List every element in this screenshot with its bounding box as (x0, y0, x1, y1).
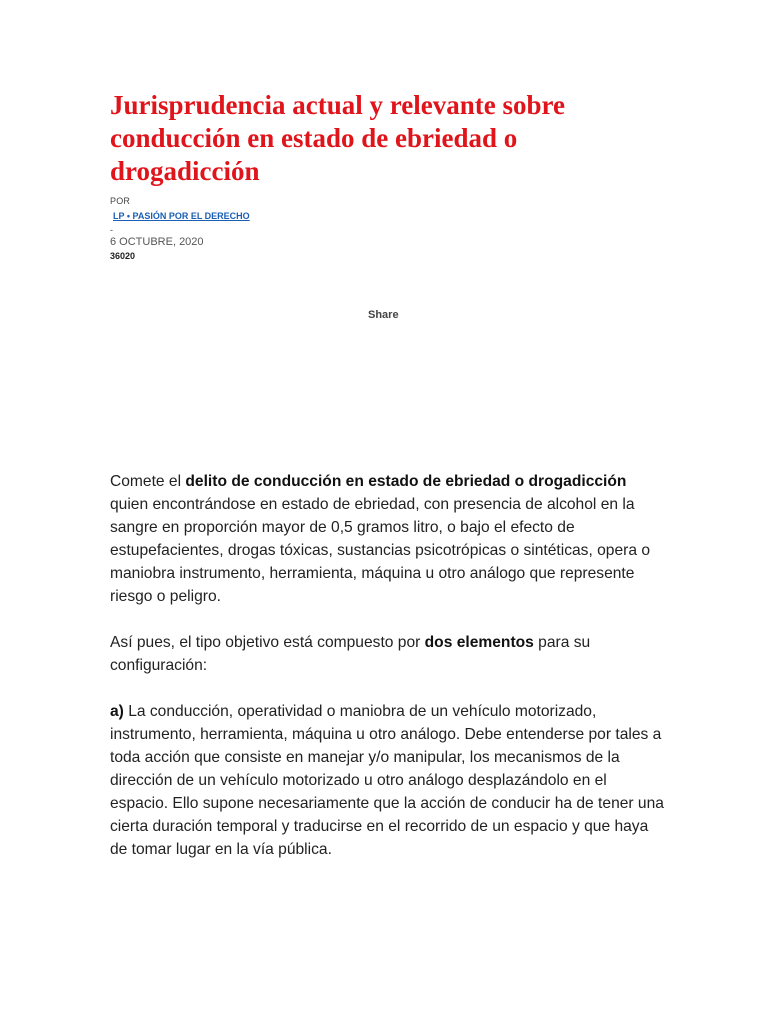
view-count: 36020 (110, 251, 136, 261)
byline-separator: - (110, 225, 113, 235)
paragraph-text: Así pues, el tipo objetivo está compuesto por (110, 634, 425, 651)
paragraph-emphasis: dos elementos (424, 634, 534, 651)
paragraph-text: para su configuración: (110, 634, 591, 674)
paragraph-text: quien encontrándose en estado de ebriedad, con presencia de alcohol en la sangre en proporción mayor de 0,5 gramos litro, o bajo el efecto de estupefacientes, drogas tóxicas, sustancias psicotrópicas o sintéticas, opera o maniobra instrumento, herramienta, máquina u otro análogo que represente riesgo o peligro. (110, 496, 651, 605)
author-link[interactable]: LP • PASIÓN POR EL DERECHO (113, 211, 250, 221)
body-paragraph-3 (110, 700, 665, 861)
body-paragraph-2 (110, 631, 665, 677)
byline-label: POR (110, 196, 131, 206)
paragraph-emphasis: delito de conducción en estado de ebriedad o drogadicción (185, 473, 627, 490)
publish-date: 6 OCTUBRE, 2020 (110, 236, 204, 248)
paragraph-text: La conducción, operatividad o maniobra de un vehículo motorizado, instrumento, herramienta, máquina u otro análogo. Debe entenderse por tales a toda acción que consiste en manejar y/o manipular, los mecanismos de la dirección de un vehículo motorizado u otro análogo desplazándolo en el espacio. Ello supone necesariamente que la acción de conducir ha de tener una cierta duración temporal y traducirse en el recorrido de un espacio y que haya de tomar lugar en la vía pública. (110, 703, 664, 858)
body-paragraph-1 (110, 470, 665, 608)
paragraph-text: Comete el (110, 473, 186, 490)
share-button[interactable]: Share (368, 309, 399, 321)
paragraph-emphasis: a) (110, 703, 124, 720)
article-title: Jurisprudencia actual y relevante sobre conducción en estado de ebriedad o drogadicción (110, 90, 565, 186)
